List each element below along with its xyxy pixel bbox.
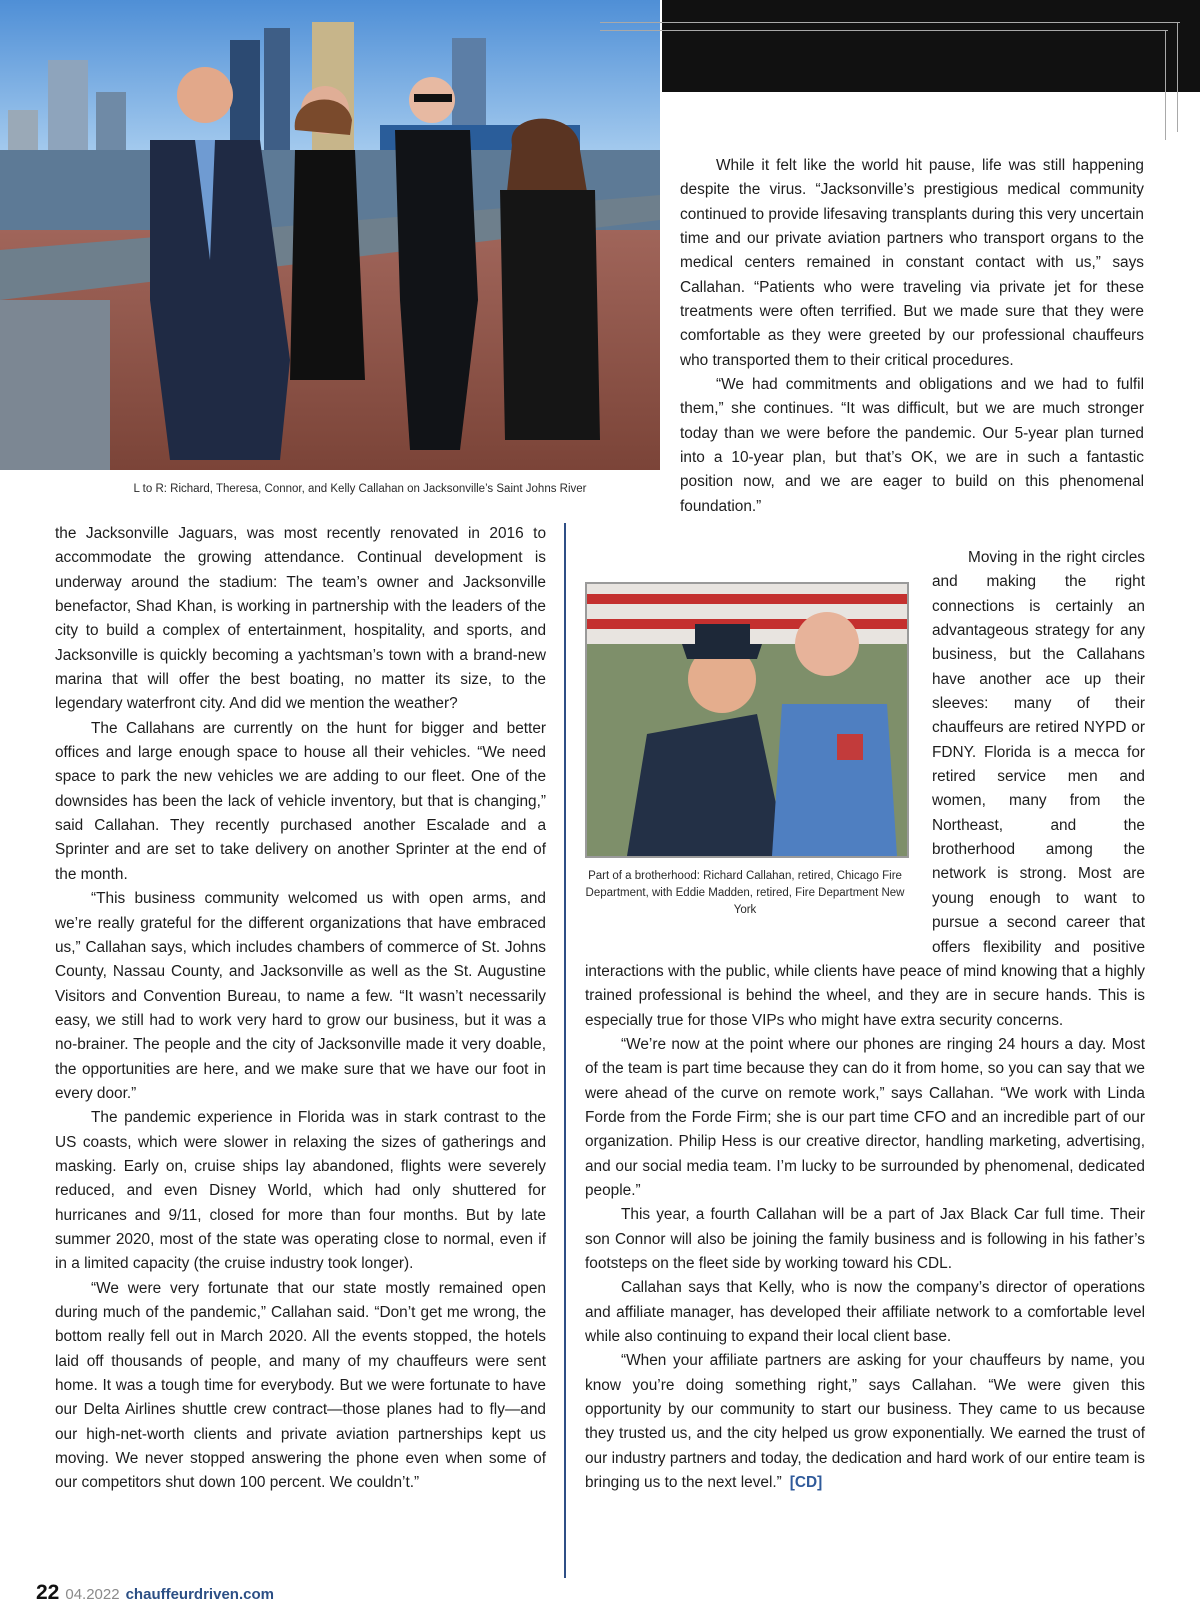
paragraph: The Callahans are currently on the hunt for bigger and better offices and large enough space to house all their vehicles. “We need space to park the new vehicles we are adding to our fleet. One of the downsides has been the lack of vehicle inventory, but that is changing,” said Callahan. They recently purchased another Escalade and a Sprinter and are set to take delivery on another Sprinter at the end of the month. xyxy=(55,719,546,883)
paragraph: The pandemic experience in Florida was in stark contrast to the US coasts, which were slower in relaxing the sizes of gatherings and masking. Early on, cruise ships lay abandoned, flights were severely reduced, and even Disney World, which had only shuttered for hurricanes and 9/11, closed for more than four months. But by late summer 2020, most of the state was operating close to normal, even if in a limited capacity (the cruise industry took longer). xyxy=(55,1109,546,1273)
photo-caption-family: L to R: Richard, Theresa, Connor, and Kelly Callahan on Jacksonville’s Saint Johns River xyxy=(133,483,587,495)
photo-caption-brotherhood: Part of a brotherhood: Richard Callahan, retired, Chicago Fire Department, with Eddie Madden, retired, Fire Department New York xyxy=(585,870,905,916)
frame-rule-top xyxy=(600,30,1168,31)
right-column-top xyxy=(680,154,1144,519)
paragraph: Moving in the right circles and making the right connections is certainly an advantageous strategy for any business, but the Callahans have another ace up their sleeves: many of their chauffeurs are retired NYPD or FDNY. Florida is a mecca for retired service men and women, many from the Northeast, and the brotherhood among the network is strong. Most are young enough to want to pursue a second career that offers flexibility and positive interactions with the public, while clients have peace of mind knowing that a highly trained professional is behind the wheel, and they are in secure hands. This is especially true for those VIPs who might have extra security concerns. xyxy=(585,549,1145,1029)
column-divider xyxy=(564,523,566,1578)
page-number: 22 xyxy=(36,1581,60,1604)
left-column xyxy=(55,522,546,1496)
frame-rule-top-inner xyxy=(600,22,1180,23)
firefighters-photo xyxy=(585,582,909,858)
paragraph: “When your affiliate partners are asking for your chauffeurs by name, you know you’re doing something right,” says Callahan. “We were given this opportunity by our community to start our business. They came to us because they trusted us, and the city helped us grow exponentially. We earned the trust of our industry partners and today, the dedication and hard work of our entire team is bringing us to the next level.” [CD] xyxy=(585,1352,1145,1492)
paragraph: “We were very fortunate that our state mostly remained open during much of the pandemic,” Callahan said. “Don’t get me wrong, the bottom really fell out in March 2020. All the events stopped, the hotels laid off thousands of people, and many of my chauffeurs were sent home. It was a tough time for everybody. But we were fortunate to have our Delta Airlines shuttle crew contract—those planes had to fly—and our high-net-worth clients and private aviation partnerships kept us moving. We never stopped answering the phone even when some of our competitors shut down 100 percent. We couldn’t.” xyxy=(55,1279,546,1492)
paragraph: “We’re now at the point where our phones are ringing 24 hours a day. Most of the team is part time because they can do it from home, so you can say that we were ahead of the curve on remote work,” says Callahan. “We work with Linda Forde from the Forde Firm; she is our part time CFO and an incredible part of our organization. Philip Hess is our creative director, handling marketing, advertising, and our social media team. I’m lucky to be surrounded by phenomenal, dedicated people.” xyxy=(585,1035,1145,1199)
paragraph: This year, a fourth Callahan will be a part of Jax Black Car full time. Their son Connor will also be joining the family business and is following in his father’s footsteps on the fleet side by working toward his CDL. xyxy=(585,1206,1145,1272)
paragraph: the Jacksonville Jaguars, was most recently renovated in 2016 to accommodate the growing attendance. Continual development is underway around the stadium: The team’s owner and Jacksonville benefactor, Shad Khan, is working in partnership with the leaders of the city to build a complex of entertainment, hospitality, and sports, and Jacksonville is quickly becoming a yachtsman’s town with a brand-new marina that will offer the best boating, no matter its size, to the legendary waterfront city. And did we mention the weather? xyxy=(55,525,546,713)
paragraph: Callahan says that Kelly, who is now the company’s director of operations and affiliate manager, has developed their affiliate network to a comfortable level while also continuing to expand their local client base. xyxy=(585,1279,1145,1345)
issue-date: 04.2022 xyxy=(65,1586,120,1603)
frame-rule-right-inner xyxy=(1177,22,1178,132)
paragraph: “We had commitments and obligations and we had to fulfil them,” she continues. “It was difficult, but we are much stronger today than we were before the pandemic. Our 5-year plan turned into a 10-year plan, but that’s OK, we are in such a fantastic position now, and we are eager to build on this phenomenal foundation.” xyxy=(680,376,1144,515)
header-black-block xyxy=(662,0,1200,92)
photo-float-area xyxy=(585,582,920,944)
site-link[interactable]: chauffeurdriven.com xyxy=(125,1586,274,1603)
paragraph: While it felt like the world hit pause, life was still happening despite the virus. “Jacksonville’s prestigious medical community continued to provide lifesaving transplants during this very uncertain time and our private aviation partners who transport organs to the medical centers remained in constant contact with us,” says Callahan. “Patients who were traveling via private jet for these treatments were often terrified. But we made sure that they were comfortable as they were greeted by our professional chauffeurs who transported them to their critical procedures. xyxy=(680,157,1144,369)
end-mark: [CD] xyxy=(789,1474,823,1492)
right-column-main xyxy=(585,546,1145,1495)
page-footer xyxy=(36,1581,274,1605)
callahan-family-photo xyxy=(0,0,660,470)
paragraph: “This business community welcomed us with open arms, and we’re really grateful for the different organizations that have embraced us,” Callahan says, which includes chambers of commerce of St. Johns County, Nassau County, and Jacksonville as well as the St. Augustine Visitors and Convention Bureau, to name a few. “It wasn’t necessarily easy, we still had to work very hard to grow our business, but it was a no-brainer. The people and the city of Jacksonville made it very doable, the opportunities are here, and we make sure that we have our foot in every door.” xyxy=(55,890,546,1102)
frame-rule-right xyxy=(1165,30,1166,140)
